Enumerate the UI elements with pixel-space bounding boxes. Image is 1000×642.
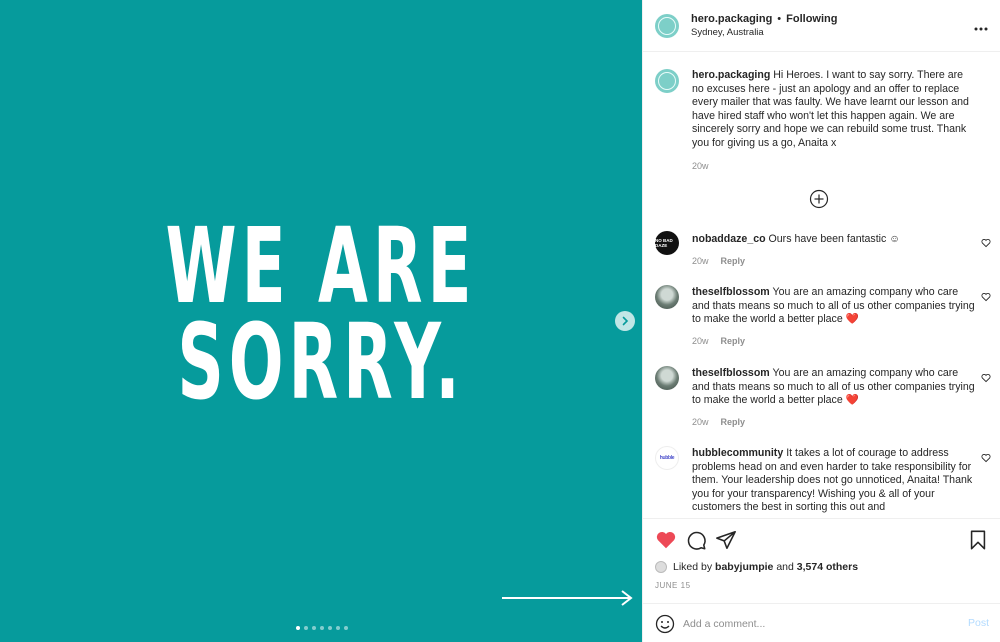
caption-time[interactable]: 20w: [692, 161, 709, 171]
comment-body: [692, 233, 977, 247]
plus-circle-icon[interactable]: [809, 189, 829, 209]
likes-summary: [655, 561, 858, 573]
next-slide-button[interactable]: [615, 311, 635, 331]
media-headline-line-2: SORRY.: [177, 301, 465, 423]
comment-text: Ours have been fantastic ☺: [768, 233, 901, 245]
caption-text: Hi Heroes. I want to say sorry. There are no excuses here - just an apology and an offer to replace every mailer that was faulty. We have learnt our lesson and have hired staff who won't let this happen again. We are sincerely sorry and hope we can rebuild some trust. Thank you for giving us a go, Anaita x: [692, 69, 969, 149]
media-headline: [0, 205, 642, 423]
commenter-avatar[interactable]: [655, 366, 679, 390]
header-separator: •: [777, 12, 782, 25]
comment-meta: [692, 417, 745, 427]
author-avatar[interactable]: [655, 14, 679, 38]
paper-plane-icon[interactable]: [715, 529, 737, 551]
slide-dot: [344, 626, 348, 630]
more-dots-icon: [974, 27, 988, 31]
comment-meta: [692, 336, 745, 346]
slide-dot: [296, 626, 300, 630]
media-headline-line-1: WE ARE: [165, 205, 477, 327]
liker-avatar[interactable]: [655, 561, 667, 573]
slide-dot: [304, 626, 308, 630]
comment-body: [692, 447, 977, 515]
comment-time[interactable]: 20w: [692, 417, 709, 427]
slide-dot: [320, 626, 324, 630]
comment-time[interactable]: 20w: [692, 336, 709, 346]
bookmark-icon[interactable]: [967, 529, 989, 551]
comment-text: You are an amazing company who care and thats means so much to all of us other companies trying to make the world a better place ❤️: [692, 286, 975, 326]
post-button[interactable]: Post: [967, 617, 989, 629]
likes-count[interactable]: 3,574 others: [796, 561, 859, 573]
comment-username[interactable]: nobaddaze_co: [692, 233, 766, 245]
comment-meta: [692, 256, 745, 266]
post-sidebar: [642, 0, 1000, 642]
following-button[interactable]: Following: [786, 12, 838, 25]
likes-mid: and: [776, 561, 794, 573]
post-header: [643, 0, 1000, 52]
caption-username[interactable]: hero.packaging: [692, 69, 771, 81]
likes-prefix: Liked by: [673, 561, 713, 573]
comment-username[interactable]: theselfblossom: [692, 286, 770, 298]
comment-body: [692, 286, 977, 327]
caption-avatar[interactable]: [655, 69, 679, 93]
comment-body: [692, 367, 977, 408]
commenter-avatar[interactable]: [655, 285, 679, 309]
post-date[interactable]: JUNE 15: [655, 581, 691, 590]
reply-button[interactable]: Reply: [720, 256, 746, 266]
more-options-button[interactable]: [974, 18, 988, 34]
slide-dot: [312, 626, 316, 630]
heart-icon[interactable]: [981, 373, 991, 383]
add-comment-bar: [643, 603, 1000, 642]
comment-time[interactable]: 20w: [692, 256, 709, 266]
commenter-avatar[interactable]: NO BAD DAZE: [655, 231, 679, 255]
liker-username[interactable]: babyjumpie: [715, 561, 774, 573]
reply-button[interactable]: Reply: [720, 336, 746, 346]
heart-icon[interactable]: [981, 238, 991, 248]
comment-text: It takes a lot of courage to address problems head on and even harder to take responsibility for them. Your leadership does not go unnoticed, Anaita! Thank you for your transparency! Wishing you & all of your customers the best in sorting this out and: [692, 447, 973, 514]
slide-dot: [336, 626, 340, 630]
comment-input[interactable]: [683, 613, 953, 635]
chevron-right-icon: [620, 316, 630, 326]
comment-username[interactable]: hubblecommunity: [692, 447, 784, 459]
slide-dot: [328, 626, 332, 630]
comment-username[interactable]: theselfblossom: [692, 367, 770, 379]
reply-button[interactable]: Reply: [720, 417, 746, 427]
heart-icon[interactable]: [655, 529, 677, 551]
caption-body: [692, 69, 977, 151]
heart-icon[interactable]: [981, 292, 991, 302]
slide-indicator: [296, 626, 348, 630]
arrow-right-icon: [502, 590, 634, 606]
commenter-avatar[interactable]: hubble: [655, 446, 679, 470]
post-location[interactable]: Sydney, Australia: [691, 26, 764, 38]
caption-meta: [692, 161, 709, 171]
comment-text: You are an amazing company who care and thats means so much to all of us other companies trying to make the world a better place ❤️: [692, 367, 975, 407]
comments-list[interactable]: [643, 53, 1000, 518]
heart-icon[interactable]: [981, 453, 991, 463]
emoji-icon[interactable]: [655, 614, 675, 634]
author-username[interactable]: hero.packaging: [691, 12, 773, 25]
post-actions: [643, 518, 1000, 603]
comment-icon[interactable]: [685, 529, 707, 551]
